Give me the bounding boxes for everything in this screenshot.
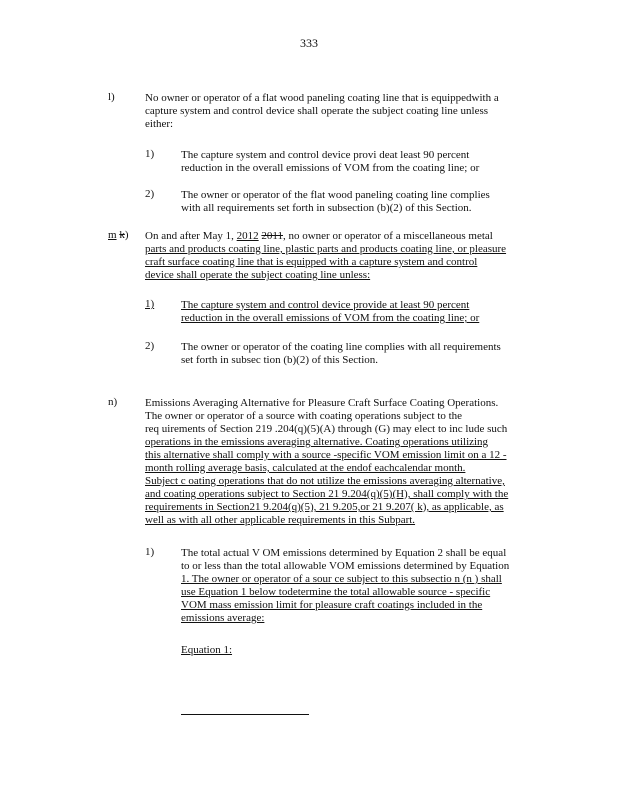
subitem-line: to or less than the total allowable VOM emissions determined by Equation bbox=[181, 560, 510, 572]
subitem-line: VOM mass emission limit for pleasure craft coatings included in the bbox=[181, 599, 483, 611]
paragraph-line: well as with all other applicable requirements in this Subpart. bbox=[145, 514, 416, 526]
subitem-line: emissions average: bbox=[181, 612, 265, 624]
paragraph-line: and coating operations subject to Section 21 9.204(q)(5)(H), shall comply with the bbox=[145, 488, 509, 500]
paragraph-line: req uirements of Section 219 .204(q)(5)(A) through (G) may elect to inc lude such bbox=[145, 423, 508, 435]
subitem-line: The owner or operator of the coating line complies with all requirements bbox=[181, 341, 501, 353]
page-number: 333 bbox=[300, 36, 318, 50]
paragraph-line bbox=[145, 229, 493, 243]
subitem-line: The owner or operator of the flat wood paneling coating line complies bbox=[181, 189, 490, 201]
label-insert: m bbox=[108, 229, 117, 241]
paragraph-line: Emissions Averaging Alternative for Pleasure Craft Surface Coating Operations. bbox=[145, 397, 499, 409]
paragraph-line: device shall operate the subject coating line unless: bbox=[145, 269, 371, 281]
subitem-line: The capture system and control device provide at least 90 percent bbox=[181, 299, 470, 311]
paragraph-line: either: bbox=[145, 118, 174, 130]
paragraph-line: operations in the emissions averaging alternative. Coating operations utilizing bbox=[145, 436, 489, 448]
subitem-line: use Equation 1 below todetermine the total allowable source - specific bbox=[181, 586, 491, 598]
year-insert: 2012 bbox=[236, 230, 259, 242]
equation-label: Equation 1: bbox=[181, 644, 233, 656]
subitem-line: with all requirements set forth in subsection (b)(2) of this Section. bbox=[181, 202, 472, 214]
paragraph-line: this alternative shall comply with a source -specific VOM emission limit on a 12 - bbox=[145, 449, 507, 461]
subitem-line: 1. The owner or operator of a sour ce subject to this subsectio n (n ) shall bbox=[181, 573, 502, 585]
subitem-line: The total actual V OM emissions determined by Equation 2 shall be equal bbox=[181, 547, 507, 559]
paragraph-label: n) bbox=[108, 396, 118, 408]
equation-rule bbox=[181, 714, 309, 715]
paragraph-label bbox=[108, 229, 128, 241]
subitem-line: set forth in subsec tion (b)(2) of this Section. bbox=[181, 354, 379, 366]
subitem-label: 1) bbox=[145, 298, 155, 310]
line-text: , no owner or operator of a miscellaneous metal bbox=[282, 230, 493, 242]
paragraph-line: capture system and control device shall operate the subject coating line unless bbox=[145, 105, 489, 117]
subitem-line: reduction in the overall emissions of VOM from the coating line; or bbox=[181, 162, 480, 174]
paragraph-line: craft surface coating line that is equipped with a capture system and control bbox=[145, 256, 478, 268]
subitem-label: 2) bbox=[145, 340, 155, 352]
subitem-label: 2) bbox=[145, 188, 155, 200]
paragraph-line: Subject c oating operations that do not utilize the emissions averaging alternative, bbox=[145, 475, 505, 487]
subitem-label: 1) bbox=[145, 546, 155, 558]
line-text: On and after May 1, bbox=[145, 230, 237, 242]
paragraph-line: parts and products coating line, plastic parts and products coating line, or pleasure bbox=[145, 243, 507, 255]
subitem-line: reduction in the overall emissions of VOM from the coating line; or bbox=[181, 312, 480, 324]
paragraph-line: No owner or operator of a flat wood paneling coating line that is equippedwith a bbox=[145, 92, 499, 104]
subitem-line: The capture system and control device provi deat least 90 percent bbox=[181, 149, 470, 161]
paragraph-line: month rolling average basis, calculated at the endof eachcalendar month. bbox=[145, 462, 466, 474]
paragraph-label: l) bbox=[108, 91, 115, 103]
label-deleted: k bbox=[119, 229, 125, 241]
label-end: ) bbox=[124, 229, 129, 241]
year-deleted: 2011 bbox=[261, 230, 283, 242]
paragraph-line: requirements in Section21 9.204(q)(5), 21 9.205,or 21 9.207( k), as applicable, as bbox=[145, 501, 504, 513]
paragraph-line: The owner or operator of a source with coating operations subject to the bbox=[145, 410, 463, 422]
subitem-label: 1) bbox=[145, 148, 155, 160]
